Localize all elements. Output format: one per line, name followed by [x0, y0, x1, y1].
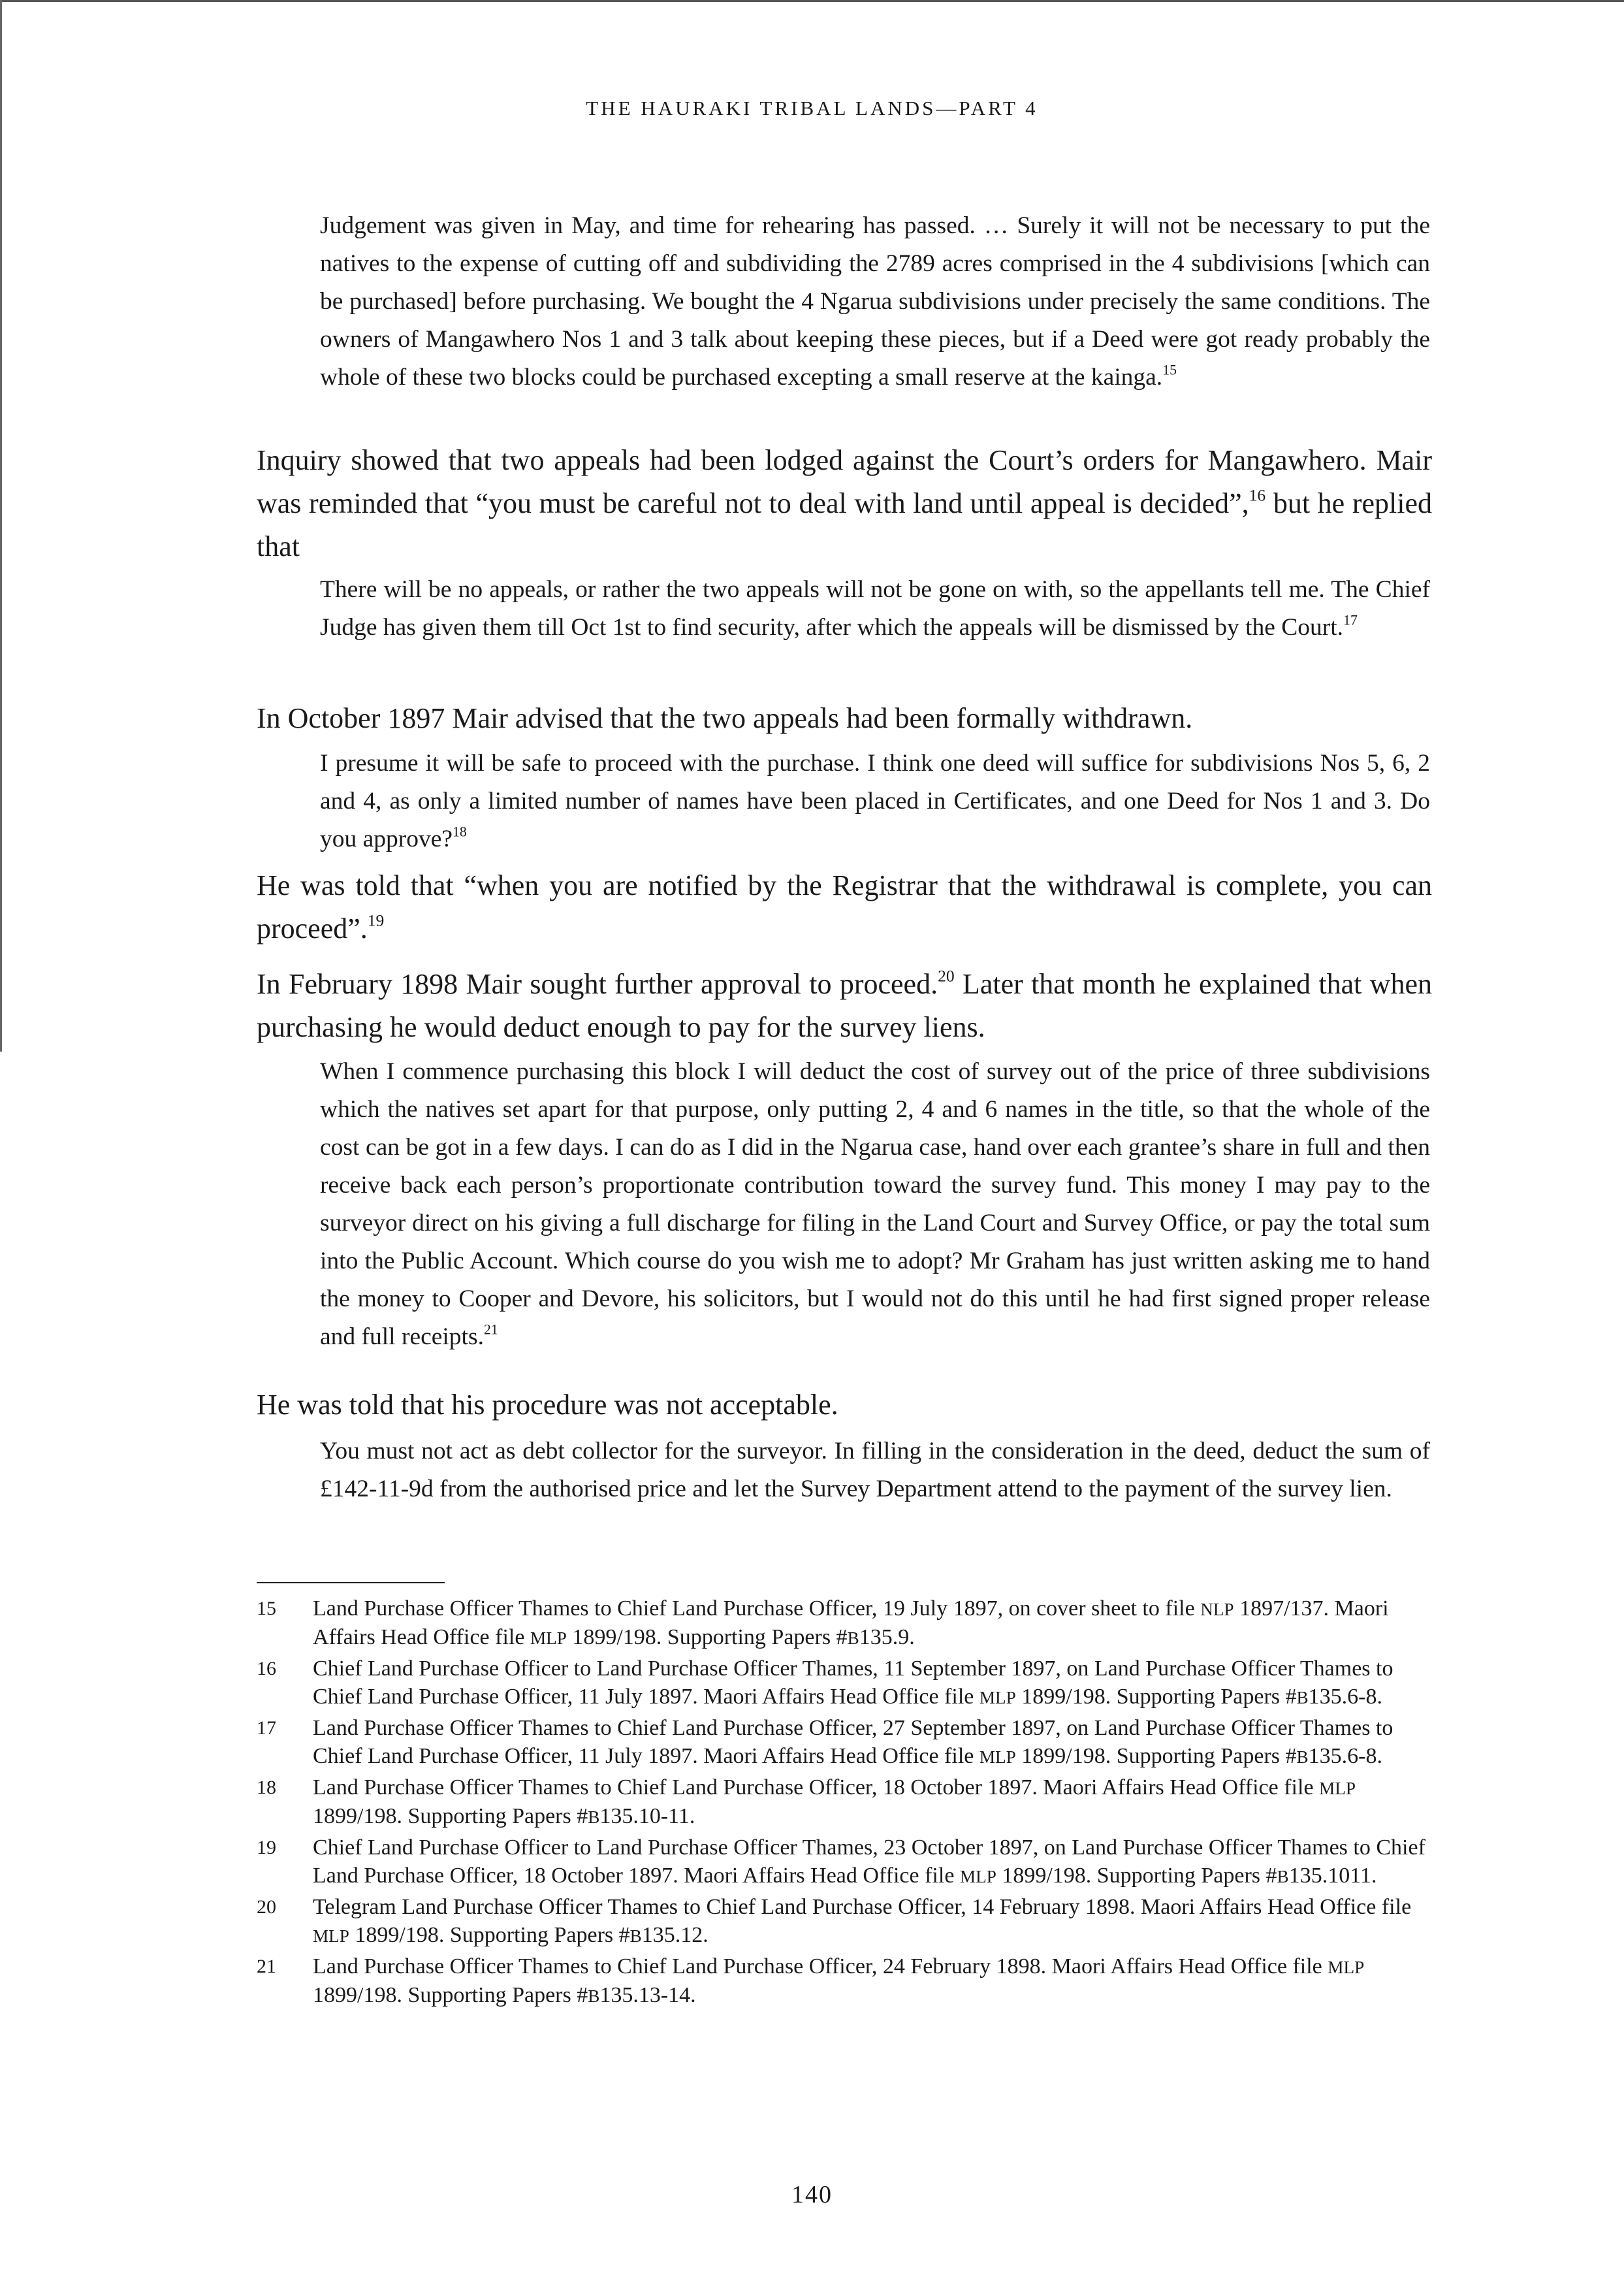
footnote-number: 16 [257, 1658, 276, 1679]
quote-text: Judgement was given in May, and time for rehearing has passed. … Surely it will not be necessary to put the natives to the expense of cutting off and subdividing the 2789 acres comprised in the 4 subdivisions [which can be purchased] before purchasing. We bought the 4 Ngarua subdivisions under precisely the same conditions. The owners of Mangawhero Nos 1 and 3 talk about keeping these pieces, but if a Deed were got ready probably the whole of these two blocks could be purchased excepting a small reserve at the kainga. [320, 212, 1430, 391]
footnote-text: 135.6-8. [1308, 1684, 1382, 1709]
footnote-16 [257, 1655, 1432, 1711]
block-quote-1 [320, 207, 1430, 396]
quote-text: You must not act as debt collector for the surveyor. In filling in the consideration in the deed, deduct the sum of £142-11-9d from the authorised price and let the Survey Department attend to the payment of the survey lien. [320, 1438, 1430, 1502]
footnote-number: 21 [257, 1956, 276, 1977]
file-code: B [847, 1628, 859, 1648]
file-code: MLP [313, 1926, 349, 1946]
footnote-text: 135.10-11. [599, 1803, 695, 1828]
paragraph-text: He was told that “when you are notified by the Registrar that the withdrawal is complete, you can proceed”. [257, 869, 1432, 945]
footnote-text: 1899/198. Supporting Papers # [1015, 1743, 1297, 1768]
footnote-text: Land Purchase Officer Thames to Chief Land Purchase Officer, 27 September 1897, on Land Purchase Officer Thames to Chief Land Purchase Officer, 11 July 1897. Maori Affairs Head Office file [313, 1716, 1393, 1768]
block-quote-2 [320, 571, 1430, 647]
footnote-text: Land Purchase Officer Thames to Chief Land Purchase Officer, 19 July 1897, on cover sheet to file [313, 1596, 1201, 1621]
body-paragraph-2 [257, 697, 1432, 740]
footnote-text: 1899/198. Supporting Papers # [566, 1624, 848, 1649]
file-code: MLP [1319, 1779, 1356, 1798]
body-paragraph-4 [257, 963, 1432, 1049]
paragraph-text: He was told that his procedure was not acceptable. [257, 1389, 838, 1421]
body-paragraph-1 [257, 439, 1432, 568]
footnote-ref-17[interactable]: 17 [1343, 612, 1358, 628]
footnote-number: 15 [257, 1598, 276, 1619]
footnote-21 [257, 1953, 1432, 2010]
footnote-separator [257, 1582, 445, 1583]
file-code: B [1277, 1866, 1289, 1886]
footnote-text: Land Purchase Officer Thames to Chief Land Purchase Officer, 24 February 1898. Maori Affairs Head Office file [313, 1954, 1328, 1978]
footnote-ref-21[interactable]: 21 [483, 1321, 498, 1338]
footnote-number: 20 [257, 1896, 276, 1918]
left-border-line [0, 0, 2, 1052]
file-code: B [1296, 1747, 1309, 1767]
footnote-number: 19 [257, 1837, 276, 1858]
block-quote-4 [320, 1053, 1430, 1356]
top-border-line [0, 0, 1624, 2]
footnote-text: Chief Land Purchase Officer to Land Purchase Officer Thames, 11 September 1897, on Land Purchase Officer Thames to Chief Land Purchase Officer, 11 July 1897. Maori Affairs Head Office file [313, 1656, 1393, 1709]
footnote-ref-20[interactable]: 20 [938, 966, 955, 986]
file-code: B [588, 1986, 600, 2006]
footnote-19 [257, 1834, 1432, 1890]
block-quote-3 [320, 745, 1430, 858]
footnote-ref-18[interactable]: 18 [453, 824, 467, 840]
body-paragraph-5 [257, 1383, 1432, 1427]
footnote-text: Telegram Land Purchase Officer Thames to Chief Land Purchase Officer, 14 February 1898. Maori Affairs Head Office file [313, 1895, 1412, 1919]
file-code: MLP [530, 1628, 567, 1648]
footnote-ref-15[interactable]: 15 [1162, 362, 1177, 378]
block-quote-5 [320, 1432, 1430, 1508]
footnote-text: 1899/198. Supporting Papers # [313, 1803, 588, 1828]
footnotes [257, 1595, 1432, 2013]
footnote-text: 1899/198. Supporting Papers # [349, 1922, 630, 1947]
quote-text: I presume it will be safe to proceed with the purchase. I think one deed will suffice for subdivisions Nos 5, 6, 2 and 4, as only a limited number of names have been placed in Certificates, and one Deed for Nos 1 and 3. Do you approve? [320, 750, 1430, 852]
file-code: B [629, 1926, 642, 1946]
body-paragraph-3 [257, 864, 1432, 950]
footnote-text: 135.13-14. [599, 1982, 696, 2007]
footnote-text: 1899/198. Supporting Papers # [1015, 1684, 1297, 1709]
paragraph-text: In October 1897 Mair advised that the two appeals had been formally withdrawn. [257, 702, 1193, 734]
footnote-text: Land Purchase Officer Thames to Chief Land Purchase Officer, 18 October 1897. Maori Affairs Head Office file [313, 1775, 1320, 1800]
footnote-17 [257, 1715, 1432, 1771]
footnote-text: 135.12. [641, 1922, 709, 1947]
paragraph-text: In February 1898 Mair sought further approval to proceed. [257, 968, 938, 1000]
running-head: THE HAURAKI TRIBAL LANDS—PART 4 [586, 97, 1038, 120]
footnote-ref-19[interactable]: 19 [367, 911, 385, 930]
footnote-text: 135.9. [859, 1624, 915, 1649]
file-code: MLP [979, 1687, 1016, 1707]
page-number: 140 [791, 2181, 833, 2208]
quote-text: When I commence purchasing this block I will deduct the cost of survey out of the price of three subdivisions which the natives set apart for that purpose, only putting 2, 4 and 6 names in the title, so that the whole of the cost can be got in a few days. I can do as I did in the Ngarua case, hand over each grantee’s share in full and then receive back each person’s proportionate contribution toward the survey fund. This money I may pay to the surveyor direct on his giving a full discharge for filing in the Land Court and Survey Office, or pay the total sum into the Public Account. Which course do you wish me to adopt? Mr Graham has just written asking me to hand the money to Cooper and Devore, his solicitors, but I would not do this until he had first signed proper release and full receipts. [320, 1058, 1430, 1350]
footnote-20 [257, 1894, 1432, 1950]
footnote-text: 1897/137. Maori Affairs Head Office file [313, 1596, 1389, 1649]
footnote-number: 17 [257, 1717, 276, 1739]
file-code: MLP [1328, 1958, 1365, 1977]
quote-text: There will be no appeals, or rather the two appeals will not be gone on with, so the appellants tell me. The Chief Judge has given them till Oct 1st to find security, after which the appeals will be dismissed by the Court. [320, 576, 1430, 641]
paragraph-text: but he replied that [257, 487, 1432, 562]
footnote-text: 135.6-8. [1308, 1743, 1382, 1768]
paragraph-text: Later that month he explained that when purchasing he would deduct enough to pay for the survey liens. [257, 968, 1432, 1043]
footnote-text: 1899/198. Supporting Papers # [313, 1982, 588, 2007]
footnote-text: 135.1011. [1288, 1863, 1377, 1888]
footnote-18 [257, 1774, 1432, 1831]
footnote-15 [257, 1595, 1432, 1652]
file-code: NLP [1200, 1600, 1234, 1619]
file-code: B [588, 1807, 600, 1827]
file-code: B [1296, 1687, 1309, 1707]
file-code: MLP [979, 1747, 1016, 1767]
footnote-ref-16[interactable]: 16 [1249, 485, 1266, 505]
file-code: MLP [959, 1866, 996, 1886]
footnote-number: 18 [257, 1777, 276, 1798]
paragraph-text: Inquiry showed that two appeals had been lodged against the Court’s orders for Mangawhero. Mair was reminded that “you must be careful not to deal with land until appeal is decided”, [257, 444, 1432, 519]
footnote-text: Chief Land Purchase Officer to Land Purchase Officer Thames, 23 October 1897, on Land Purchase Officer Thames to Chief Land Purchase Officer, 18 October 1897. Maori Affairs Head Office file [313, 1835, 1425, 1888]
footnote-text: 1899/198. Supporting Papers # [996, 1863, 1277, 1888]
